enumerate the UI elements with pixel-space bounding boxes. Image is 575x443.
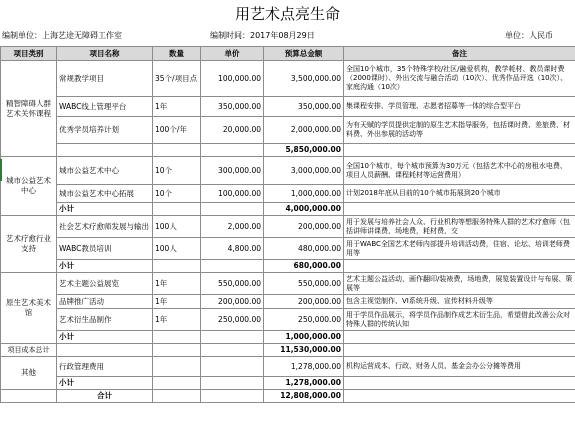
header-name: 项目名称 bbox=[57, 47, 153, 61]
item-note: 为有天赋的学员提供定制的原生艺术指导服务，包括课时费、差旅费、材料费、外出参展的活动等 bbox=[344, 117, 575, 144]
item-qty: 100个/年 bbox=[153, 117, 201, 144]
table-row bbox=[1, 61, 575, 97]
item-price: 550,000.00 bbox=[201, 273, 264, 295]
item-price: 200,000.00 bbox=[201, 295, 264, 309]
table-row bbox=[1, 97, 575, 117]
item-price: 100,000.00 bbox=[201, 61, 264, 97]
item-name: 常规教学项目 bbox=[57, 61, 153, 97]
item-total: 250,000.00 bbox=[264, 309, 344, 331]
item-price: 20,000.00 bbox=[201, 117, 264, 144]
subtotal-value: 1,278,000.00 bbox=[264, 377, 344, 390]
project-cost-row bbox=[1, 344, 575, 357]
item-total: 480,000.00 bbox=[264, 238, 344, 260]
item-name: 行政管理费用 bbox=[57, 357, 153, 377]
grand-total-row bbox=[1, 390, 575, 403]
table-row bbox=[1, 157, 575, 185]
category-cell: 城市公益艺术中心 bbox=[1, 157, 57, 216]
item-price: 300,000.00 bbox=[201, 157, 264, 185]
subtotal-value: 1,000,000.00 bbox=[264, 331, 344, 344]
item-total: 3,500,000.00 bbox=[264, 61, 344, 97]
category-cell: 其他 bbox=[1, 357, 57, 390]
item-qty: 100人 bbox=[153, 216, 201, 238]
category-cell: 原生艺术美术馆 bbox=[1, 273, 57, 344]
item-total: 2,000,000.00 bbox=[264, 117, 344, 144]
subtotal-value: 4,000,000.00 bbox=[264, 203, 344, 216]
header-total: 预算总金额 bbox=[264, 47, 344, 61]
item-qty bbox=[153, 357, 201, 377]
item-note: 包含主视觉制作、VI系统升级、宣传材料升级等 bbox=[344, 295, 575, 309]
item-name: WABC线上管理平台 bbox=[57, 97, 153, 117]
grand-total-label: 合计 bbox=[57, 390, 153, 403]
item-qty: 10个 bbox=[153, 185, 201, 203]
table-row bbox=[1, 309, 575, 331]
row-marker bbox=[0, 159, 2, 181]
item-price: 4,800.00 bbox=[201, 238, 264, 260]
item-note: 计划2018年底从目前的10个城市拓展到20个城市 bbox=[344, 185, 575, 203]
header-price: 单价 bbox=[201, 47, 264, 61]
item-price bbox=[201, 357, 264, 377]
table-row bbox=[1, 117, 575, 144]
item-total: 1,000,000.00 bbox=[264, 185, 344, 203]
item-qty: 1年 bbox=[153, 273, 201, 295]
table-row bbox=[1, 273, 575, 295]
item-note: 全国10个城市，每个城市预算为30万元（包括艺术中心的房租水电费、项目人员薪酬、课程耗材等运营费用） bbox=[344, 157, 575, 185]
item-name: 城市公益艺术中心 bbox=[57, 157, 153, 185]
item-note: 用于发展与培养社会人众、行业机构等想服务特殊人群的艺术疗愈师（包括讲师讲课费，场地费，耗材费，交 bbox=[344, 216, 575, 238]
header-qty: 数量 bbox=[153, 47, 201, 61]
budget-table bbox=[0, 46, 575, 403]
item-note: 艺术主题公益活动，画作翻印/装裱费，场地费，展览装置设计与布展、策展等 bbox=[344, 273, 575, 295]
item-total: 200,000.00 bbox=[264, 216, 344, 238]
subtotal-row bbox=[1, 203, 575, 216]
table-row bbox=[1, 185, 575, 203]
item-qty: 1年 bbox=[153, 309, 201, 331]
header-row bbox=[1, 47, 575, 61]
item-name: 城市公益艺术中心拓展 bbox=[57, 185, 153, 203]
subtotal-label: 小计 bbox=[57, 377, 153, 390]
subtotal-label bbox=[57, 144, 153, 157]
item-name: WABC教员培训 bbox=[57, 238, 153, 260]
sheet-title: 用艺术点亮生命 bbox=[234, 5, 340, 23]
currency-label: 单位：人民币 bbox=[505, 31, 553, 40]
project-cost-value: 11,530,000.00 bbox=[264, 344, 344, 357]
grand-total-value: 12,808,000.00 bbox=[264, 390, 344, 403]
item-total: 3,000,000.00 bbox=[264, 157, 344, 185]
category-cell: 艺术疗愈行业支持 bbox=[1, 216, 57, 273]
header-note: 备注 bbox=[344, 47, 575, 61]
item-qty: 100人 bbox=[153, 238, 201, 260]
item-note: 全国10个城市，35个特殊学校/社区/融爱机构，教学耗材、教员课时费（2000课时）、外出交流与融合活动（10次）、优秀作品评选（10次）、家庭沟通（10次） bbox=[344, 61, 575, 97]
table-row bbox=[1, 295, 575, 309]
item-total: 550,000.00 bbox=[264, 273, 344, 295]
item-name: 艺术主题公益展览 bbox=[57, 273, 153, 295]
subtotal-label: 小计 bbox=[57, 203, 153, 216]
item-note: 用于WABC全国艺术老师内部提升培训活动费，住宿、论坛、培训老师费用等 bbox=[344, 238, 575, 260]
subtotal-value: 5,850,000.00 bbox=[264, 144, 344, 157]
item-price: 2,000.00 bbox=[201, 216, 264, 238]
subtotal-row bbox=[1, 377, 575, 390]
item-name: 社会艺术疗愈师发展与输出 bbox=[57, 216, 153, 238]
category-cell: 精智障碍人群艺术关怀课程 bbox=[1, 61, 57, 157]
subtotal-row bbox=[1, 144, 575, 157]
item-price: 350,000.00 bbox=[201, 97, 264, 117]
item-qty: 1年 bbox=[153, 295, 201, 309]
item-name: 品牌推广活动 bbox=[57, 295, 153, 309]
item-name: 艺术衍生品制作 bbox=[57, 309, 153, 331]
item-total: 350,000.00 bbox=[264, 97, 344, 117]
item-price: 250,000.00 bbox=[201, 309, 264, 331]
item-qty: 35个/项目点 bbox=[153, 61, 201, 97]
table-row bbox=[1, 216, 575, 238]
subtotal-label: 小计 bbox=[57, 260, 153, 273]
item-note: 机构运营成本、行政、财务人员、基金会办公分摊等费用 bbox=[344, 357, 575, 377]
subtotal-value: 680,000.00 bbox=[264, 260, 344, 273]
subtotal-row bbox=[1, 331, 575, 344]
item-note: 集课程安排、学员管理、志愿者招募等一体的综合型平台 bbox=[344, 97, 575, 117]
header-category: 项目类别 bbox=[1, 47, 57, 61]
item-qty: 1年 bbox=[153, 97, 201, 117]
item-total: 1,278,000.00 bbox=[264, 357, 344, 377]
project-cost-label: 项目成本总计 bbox=[1, 344, 57, 357]
table-row bbox=[1, 357, 575, 377]
subtotal-row bbox=[1, 260, 575, 273]
date-label: 编制时间：2017年08月29日 bbox=[210, 31, 315, 40]
item-total: 200,000.00 bbox=[264, 295, 344, 309]
item-price: 100,000.00 bbox=[201, 185, 264, 203]
item-note: 用于学员作品展示，将学员作品制作成艺术衍生品，希望借此改善公众对特殊人群的传统认知 bbox=[344, 309, 575, 331]
item-name: 优秀学员培养计划 bbox=[57, 117, 153, 144]
unit-label: 编制单位：上海艺途无障碍工作室 bbox=[2, 31, 122, 40]
subtotal-label: 小计 bbox=[57, 331, 153, 344]
item-qty: 10个 bbox=[153, 157, 201, 185]
table-row bbox=[1, 238, 575, 260]
